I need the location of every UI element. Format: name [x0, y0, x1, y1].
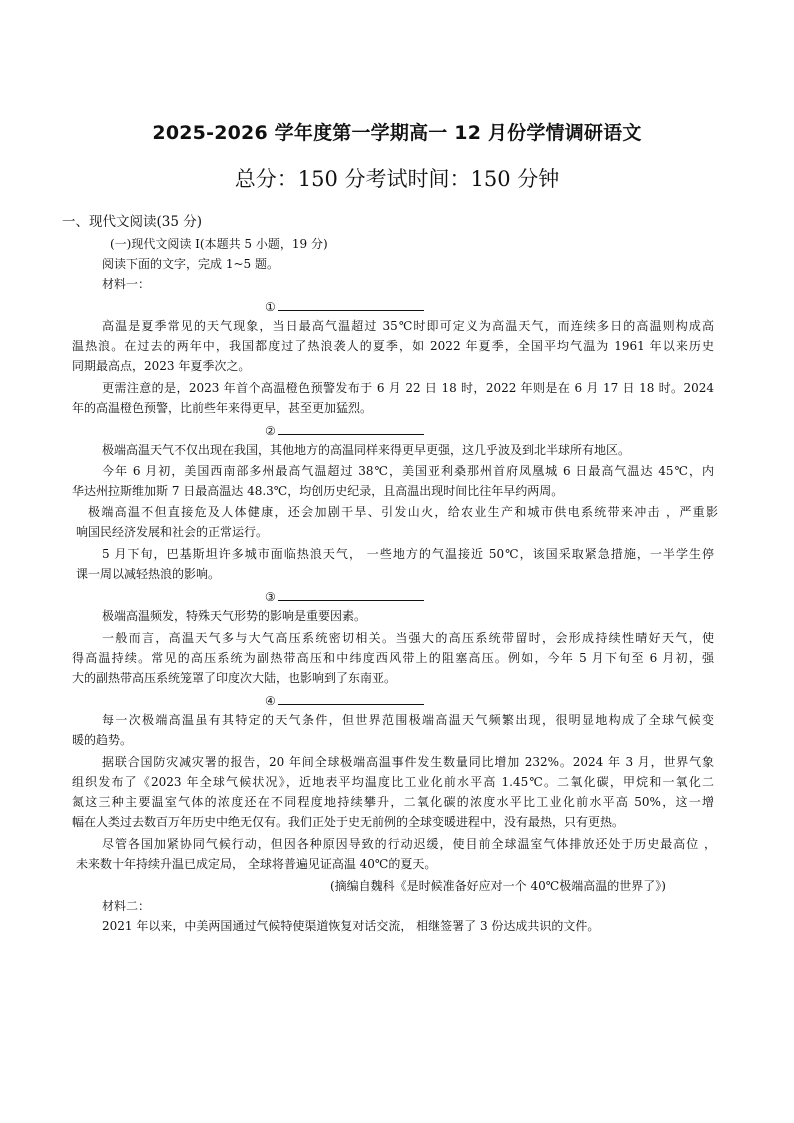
blank-number: ② — [265, 424, 276, 438]
paragraph-line: 大的副热带高压系统笼罩了印度次大陆，也影响到了东南亚。 — [72, 671, 397, 685]
blank-number: ① — [265, 300, 276, 314]
paragraph-line: 2021 年以来，中美两国通过气候特使渠道恢复对话交流， 相继签署了 3 份达成共识的文件。 — [102, 919, 600, 933]
source-citation: (摘编自魏科《是时候准备好应对一个 40℃极端高温的世界了》) — [330, 879, 666, 893]
blank-number: ④ — [265, 694, 276, 708]
paragraph-line: 极端高温不但直接危及人体健康，还会加剧干旱、引发山火，给农业生产和城市供电系统带来冲击 ，严重影 — [88, 505, 718, 519]
blank-line — [278, 588, 424, 601]
paragraph-line: 据联合国防灾减灾署的报告，20 年间全球极端高温事件发生数量同比增加 232%。2024 年 3 月，世界气象 — [102, 755, 714, 769]
paragraph-line: 尽管各国加紧协同气候行动，但因各种原因导致的行动迟缓，使目前全球温室气体排放还处于历史最高位 ， — [102, 837, 716, 851]
paragraph-line: 高温是夏季常见的天气现象，当日最高气温超过 35℃时即可定义为高温天气，而连续多日的高温则构成高 — [102, 319, 714, 333]
paragraph-line: 课一周以减轻热浪的影响。 — [76, 567, 221, 581]
paragraph-line: 响国民经济发展和社会的正常运行。 — [76, 525, 269, 539]
blank-line — [278, 298, 424, 311]
paragraph-line: 一般而言，高温天气多与大气高压系统密切相关。当强大的高压系统带留时，会形成持续性晴好天气，使 — [102, 631, 714, 645]
paragraph-line: 暖的趋势。 — [72, 733, 133, 747]
paragraph-line: 今年 6 月初，美国西南部多州最高气温超过 38℃，美国亚利桑那州首府凤凰城 6 日最高气温达 45℃，内 — [102, 464, 714, 478]
heading-blank-2 — [265, 422, 424, 439]
paragraph-line: 温热浪。在过去的两年中，我国都度过了热浪袭人的夏季，如 2022 年夏季，全国平均气温为 1961 年以来历史 — [72, 339, 714, 353]
material-label: 材料一： — [102, 277, 151, 291]
subsection-heading: (一)现代文阅读 I(本题共 5 小题，19 分) — [110, 237, 328, 251]
blank-number: ③ — [265, 590, 276, 604]
paragraph-line: 未来数十年持续升温已成定局， 全球将普遍见证高温 40℃的夏天。 — [76, 857, 437, 871]
blank-line — [278, 692, 424, 705]
paragraph-line: 同期最高点，2023 年夏季次之。 — [72, 359, 251, 373]
paragraph-line: 每一次极端高温虽有其特定的天气条件，但世界范围极端高温天气频繁出现，很明显地构成了全球气候变 — [102, 713, 714, 727]
exam-subtitle: 总分：150 分考试时间：150 分钟 — [234, 167, 560, 191]
paragraph-line: 极端高温频发，特殊天气形势的影响是重要因素。 — [102, 609, 367, 623]
exam-title: 2025-2026 学年度第一学期高一 12 月份学情调研语文 — [152, 122, 642, 144]
section-heading: 一、现代文阅读(35 分) — [62, 214, 203, 230]
paragraph-line: 华达州拉斯维加斯 7 日最高温达 48.3℃，均创历史纪录，且高温出现时间比往年早约两周。 — [72, 484, 564, 498]
paragraph-line: 年的高温橙色预警，比前些年来得更早，甚至更加猛烈。 — [72, 401, 373, 415]
heading-blank-4 — [265, 692, 424, 709]
paragraph-line: 得高温持续。常见的高压系统为副热带高压和中纬度西风带上的阻塞高压。例如，今年 5 月下旬至 6 月初，强 — [72, 651, 714, 665]
instruction-text: 阅读下面的文字，完成 1~5 题。 — [102, 257, 279, 271]
paragraph-line: 极端高温天气不仅出现在我国，其他地方的高温同样来得更早更强，这几乎波及到北半球所有地区。 — [102, 443, 631, 457]
paragraph-line: 幅在人类过去数百万年历史中绝无仅有。我们正处于史无前例的全球变暖进程中，没有最热，只有更热。 — [72, 815, 625, 829]
paragraph-line: 氮这三种主要温室气体的浓度还在不同程度地持续攀升，二氧化碳的浓度水平比工业化前水平高 50%，这一增 — [72, 795, 714, 809]
material-label: 材料二： — [102, 899, 151, 913]
paragraph-line: 5 月下旬，巴基斯坦许多城市面临热浪天气， 一些地方的气温接近 50℃，该国采取紧急措施，一半学生停 — [102, 547, 714, 561]
paragraph-line: 更需注意的是，2023 年首个高温橙色预警发布于 6 月 22 日 18 时，2022 年则是在 6 月 17 日 18 时。2024 — [102, 381, 714, 395]
blank-line — [278, 422, 424, 435]
paragraph-line: 组织发布了《2023 年全球气候状况》，近地表平均温度比工业化前水平高 1.45℃。二氧化碳，甲烷和一氧化二 — [72, 775, 714, 789]
heading-blank-1 — [265, 298, 424, 315]
heading-blank-3 — [265, 588, 424, 605]
